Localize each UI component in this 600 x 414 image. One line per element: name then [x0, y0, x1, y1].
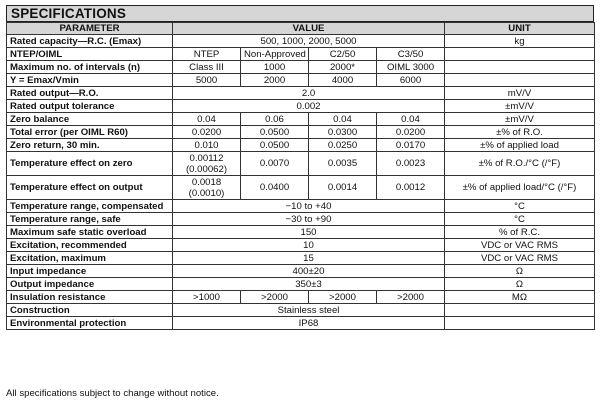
- table-header-row: [7, 23, 595, 35]
- parameter-cell: Maximum safe static overload: [7, 226, 173, 239]
- table-row: [7, 126, 595, 139]
- unit-cell: °C: [445, 213, 595, 226]
- header-unit: UNIT: [445, 23, 595, 35]
- parameter-cell: Input impedance: [7, 265, 173, 278]
- unit-cell: ±% of applied load: [445, 139, 595, 152]
- value-cell: 2000: [241, 74, 309, 87]
- table-row: [7, 48, 595, 61]
- value-cell: 0.0070: [241, 152, 309, 176]
- table-row: [7, 74, 595, 87]
- value-cell: −10 to +40: [173, 200, 445, 213]
- value-cell: 6000: [377, 74, 445, 87]
- value-cell: 0.04: [309, 113, 377, 126]
- unit-cell: Ω: [445, 265, 595, 278]
- value-cell: 0.0250: [309, 139, 377, 152]
- parameter-cell: Temperature effect on output: [7, 176, 173, 200]
- value-cell: 400±20: [173, 265, 445, 278]
- table-row: [7, 35, 595, 48]
- value-cell: 5000: [173, 74, 241, 87]
- unit-cell: [445, 48, 595, 61]
- parameter-cell: Excitation, maximum: [7, 252, 173, 265]
- parameter-cell: Maximum no. of intervals (n): [7, 61, 173, 74]
- value-cell: 0.00112 (0.00062): [173, 152, 241, 176]
- value-cell: 0.010: [173, 139, 241, 152]
- parameter-cell: Rated output tolerance: [7, 100, 173, 113]
- parameter-cell: Rated output—R.O.: [7, 87, 173, 100]
- value-cell: 4000: [309, 74, 377, 87]
- footnote: All specifications subject to change without notice.: [6, 388, 219, 399]
- value-cell: 0.002: [173, 100, 445, 113]
- table-row: [7, 113, 595, 126]
- unit-cell: kg: [445, 35, 595, 48]
- value-cell: 0.0200: [173, 126, 241, 139]
- unit-cell: ±mV/V: [445, 113, 595, 126]
- table-row: [7, 317, 595, 330]
- unit-cell: ±% of R.O.: [445, 126, 595, 139]
- unit-cell: [445, 74, 595, 87]
- parameter-cell: Environmental protection: [7, 317, 173, 330]
- value-cell: 350±3: [173, 278, 445, 291]
- value-cell: >2000: [241, 291, 309, 304]
- value-cell: 15: [173, 252, 445, 265]
- unit-cell: VDC or VAC RMS: [445, 252, 595, 265]
- parameter-cell: Temperature effect on zero: [7, 152, 173, 176]
- value-cell: 0.0035: [309, 152, 377, 176]
- table-row: [7, 100, 595, 113]
- unit-cell: [445, 317, 595, 330]
- title-bar: [6, 5, 594, 22]
- unit-cell: Ω: [445, 278, 595, 291]
- table-row: [7, 226, 595, 239]
- value-cell: 0.06: [241, 113, 309, 126]
- table-row: [7, 252, 595, 265]
- unit-cell: [445, 61, 595, 74]
- value-cell: 1000: [241, 61, 309, 74]
- parameter-cell: Temperature range, safe: [7, 213, 173, 226]
- parameter-cell: Y = Emax/Vmin: [7, 74, 173, 87]
- value-cell: >2000: [309, 291, 377, 304]
- table-row: [7, 139, 595, 152]
- table-row: [7, 200, 595, 213]
- value-cell: 0.0170: [377, 139, 445, 152]
- value-cell: −30 to +90: [173, 213, 445, 226]
- value-cell: NTEP: [173, 48, 241, 61]
- value-cell: Stainless steel: [173, 304, 445, 317]
- value-cell: 0.0500: [241, 126, 309, 139]
- value-cell: >1000: [173, 291, 241, 304]
- parameter-cell: NTEP/OIML: [7, 48, 173, 61]
- unit-cell: ±mV/V: [445, 100, 595, 113]
- unit-cell: ±% of R.O./°C (/°F): [445, 152, 595, 176]
- value-cell: >2000: [377, 291, 445, 304]
- value-cell: 0.0012: [377, 176, 445, 200]
- unit-cell: VDC or VAC RMS: [445, 239, 595, 252]
- table-row: [7, 304, 595, 317]
- value-cell: 0.0200: [377, 126, 445, 139]
- value-cell: 0.0018 (0.0010): [173, 176, 241, 200]
- table-row: [7, 291, 595, 304]
- parameter-cell: Construction: [7, 304, 173, 317]
- unit-cell: % of R.C.: [445, 226, 595, 239]
- table-row: [7, 61, 595, 74]
- value-cell: 0.04: [173, 113, 241, 126]
- table-row: [7, 87, 595, 100]
- unit-cell: °C: [445, 200, 595, 213]
- parameter-cell: Total error (per OIML R60): [7, 126, 173, 139]
- value-cell: 0.0014: [309, 176, 377, 200]
- value-cell: 0.0500: [241, 139, 309, 152]
- parameter-cell: Zero balance: [7, 113, 173, 126]
- value-cell: 150: [173, 226, 445, 239]
- unit-cell: MΩ: [445, 291, 595, 304]
- unit-cell: [445, 304, 595, 317]
- header-value: VALUE: [173, 23, 445, 35]
- value-cell: 0.0400: [241, 176, 309, 200]
- table-row: [7, 265, 595, 278]
- table-row: [7, 278, 595, 291]
- page-title: SPECIFICATIONS: [11, 6, 127, 21]
- parameter-cell: Insulation resistance: [7, 291, 173, 304]
- value-cell: 0.0300: [309, 126, 377, 139]
- parameter-cell: Zero return, 30 min.: [7, 139, 173, 152]
- table-body: [7, 35, 595, 330]
- parameter-cell: Excitation, recommended: [7, 239, 173, 252]
- table-row: [7, 176, 595, 200]
- value-cell: 2.0: [173, 87, 445, 100]
- parameter-cell: Rated capacity—R.C. (Emax): [7, 35, 173, 48]
- value-cell: 0.04: [377, 113, 445, 126]
- table-row: [7, 239, 595, 252]
- value-cell: Non-Approved: [241, 48, 309, 61]
- table-row: [7, 213, 595, 226]
- value-cell: C3/50: [377, 48, 445, 61]
- value-cell: 500, 1000, 2000, 5000: [173, 35, 445, 48]
- value-cell: 10: [173, 239, 445, 252]
- parameter-cell: Output impedance: [7, 278, 173, 291]
- parameter-cell: Temperature range, compensated: [7, 200, 173, 213]
- value-cell: IP68: [173, 317, 445, 330]
- value-cell: 2000*: [309, 61, 377, 74]
- value-cell: OIML 3000: [377, 61, 445, 74]
- value-cell: Class III: [173, 61, 241, 74]
- value-cell: C2/50: [309, 48, 377, 61]
- specifications-table: [6, 22, 595, 330]
- table-row: [7, 152, 595, 176]
- value-cell: 0.0023: [377, 152, 445, 176]
- unit-cell: mV/V: [445, 87, 595, 100]
- unit-cell: ±% of applied load/°C (/°F): [445, 176, 595, 200]
- header-parameter: PARAMETER: [7, 23, 173, 35]
